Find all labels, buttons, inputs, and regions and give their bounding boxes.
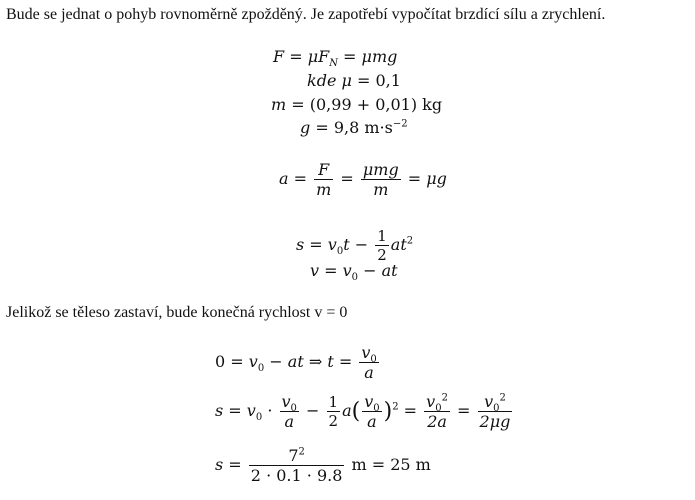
intro-text: Bude se jednat o pohyb rovnoměrně zpožděný. Je zapotřebí vypočítat brzdící sílu a zrychlení. [6, 6, 606, 23]
equation-velocity: $v = v_0$ − at [310, 261, 398, 284]
equation-stop-distance: $s = v_0$ · $\frac{v_0}{a}$ − $\frac{1}{2}$ a( $\frac{v_0}{a}$ )$^2$ = $\frac{v_0^2}{2a}$ = $\frac{v_0^2}{2\mu g}$ [215, 392, 511, 431]
equation-friction-force: $F = \mu F_N = \mu mg$ [273, 47, 398, 70]
equation-numeric-result: s = $\frac{7^2}{2 \cdot 0.1 \cdot 9.8}$ m = 25 m [215, 446, 431, 485]
equation-mass: m = (0,99 + 0,01) kg [271, 95, 443, 114]
equation-acceleration: a = $\frac{F}{m}$ = $\frac{\text{μmg}}{m}$ = μg [279, 160, 447, 199]
equation-stop-time: $0 = v_0$ − at ⇒ t = $\frac{v_0}{a}$ [215, 343, 377, 382]
equation-mu-value: kde μ = 0,1 [307, 71, 401, 90]
equation-gravity: g = 9,8 $m\cdot s^{-2}$ [300, 118, 408, 137]
equation-distance: $s = v_0t$ − $\frac{1}{2}$ $at^2$ [296, 227, 414, 264]
statement-text: Jelikož se těleso zastaví, bude konečná rychlost v = 0 [6, 304, 348, 321]
